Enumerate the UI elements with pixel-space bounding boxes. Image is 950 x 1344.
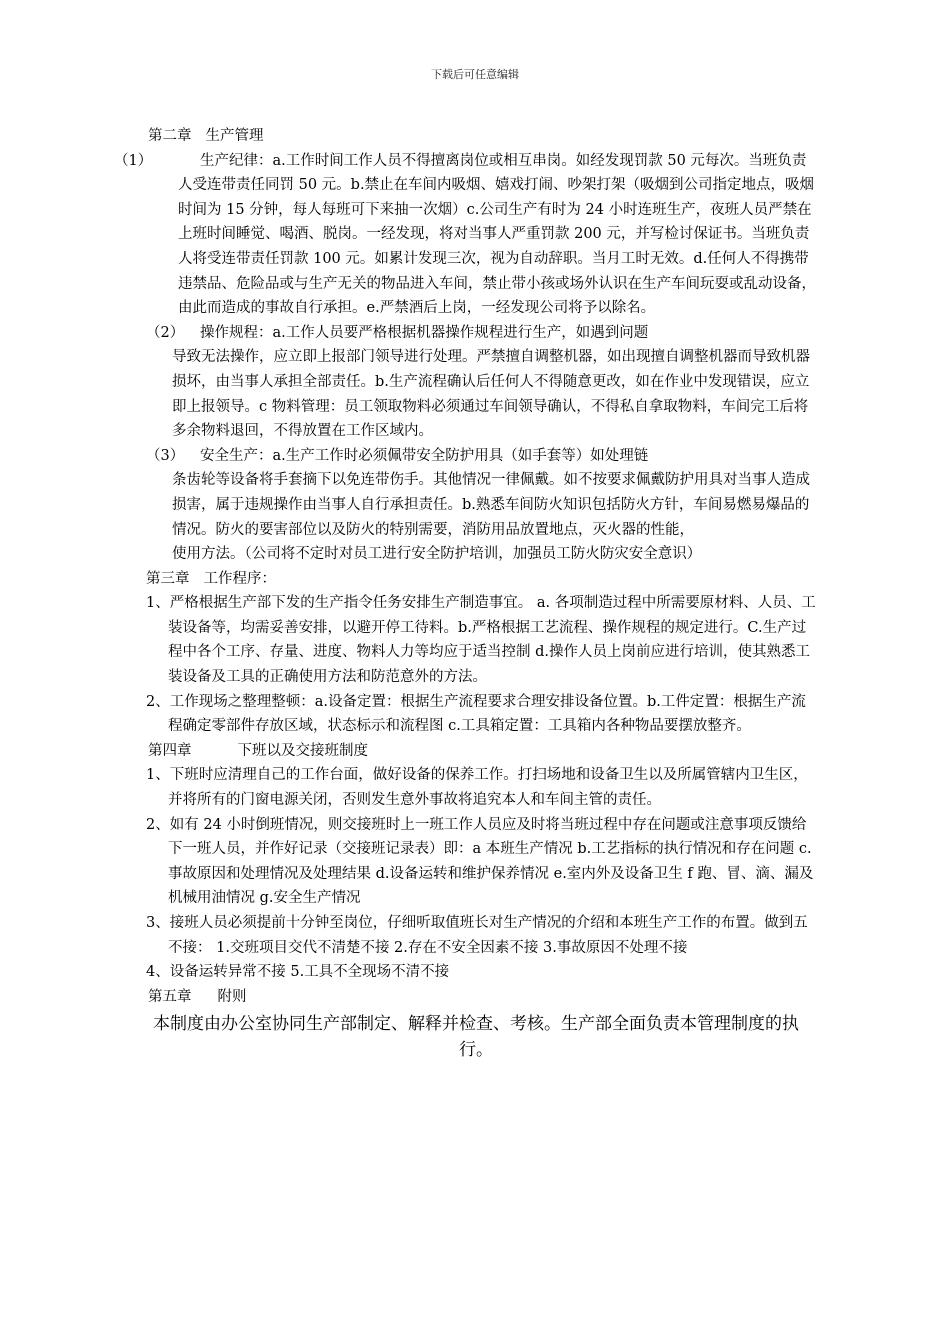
chapter-3-item-2 bbox=[146, 690, 818, 739]
item-text-first: 操作规程：a.工作人员要严格根据机器操作规程进行生产，如遇到问题 bbox=[200, 324, 649, 341]
chapter-title: 附则 bbox=[217, 988, 247, 1005]
item-text: 如有 24 小时倒班情况，则交接班时上一班工作人员应及时将当班过程中存在问题或注意事项反馈给下一班人员，并作好记录（交接班记录表）即：a 本班生产情况 b.工艺指标的执行情况和存在问题 c.事故原因和处理情况及处理结果 d.设备运转和维护保养情况 e.室内外及设备卫生 f 跑、冒、滴、漏及机械用油情况 g.安全生产情况 bbox=[168, 816, 814, 907]
chapter-label: 第五章 bbox=[148, 988, 192, 1005]
item-text: 设备运转异常不接 5.工具不全现场不清不接 bbox=[169, 964, 450, 981]
chapter-2-heading bbox=[148, 124, 818, 149]
chapter-title: 工作程序： bbox=[203, 570, 276, 587]
chapter-title: 下班以及交接班制度 bbox=[237, 742, 368, 759]
chapter-title: 生产管理 bbox=[205, 128, 264, 144]
chapter-2-item-1 bbox=[114, 149, 818, 321]
chapter-label: 第三章 bbox=[146, 570, 190, 587]
item-mark: 3、 bbox=[146, 915, 170, 931]
page-header: 下载后可任意编辑 bbox=[431, 68, 519, 81]
item-mark: 1、 bbox=[146, 767, 170, 784]
item-mark: 4、 bbox=[146, 964, 170, 981]
item-text-rest: 导致无法操作，应立即上报部门领导进行处理。严禁擅自调整机器，如出现擅自调整机器而导致机器损坏，由当事人承担全部责任。b.生产流程确认后任何人不得随意更改，如在作业中发现错误，应立即上报领导。c 物料管理：员工领取物料必须通过车间领导确认，不得私自拿取物料，车间完工后将多余物料退回，不得放置在工作区域内。 bbox=[172, 349, 810, 440]
chapter-4-heading bbox=[148, 739, 818, 764]
chapter-4-item-3 bbox=[146, 911, 818, 960]
item-text: 生产纪律：a.工作时间工作人员不得擅离岗位或相互串岗。如经发现罚款 50 元每次。当班负责人受连带责任同罚 50 元。b.禁止在车间内吸烟、嬉戏打闹、吵架打架（吸烟到公司指定地点，吸烟时间为 15 分钟，每人每班可下来抽一次烟）c.公司生产有时为 24 小时连班生产，夜班人员严禁在上班时间睡觉、喝酒、脱岗。一经发现，将对当事人严重罚款 200 元，并写检讨保证书。当班负责人将受连带责任罚款 100 元。如累计发现三次，视为自动辞职。当月工时无效。d.任何人不得携带违禁品、危险品或与生产无关的物品进入车间，禁止带小孩或场外认识在生产车间玩耍或乱动设备，由此而造成的事故自行承担。e.严禁酒后上岗，一经发现公司将予以除名。 bbox=[178, 152, 816, 317]
item-mark: 1、 bbox=[146, 595, 170, 612]
item-text-last: 使用方法。（公司将不定时对员工进行安全防护培训，加强员工防火防灾安全意识） bbox=[172, 546, 702, 563]
item-text-rest: 条齿轮等设备将手套摘下以免连带伤手。其他情况一律佩戴。如不按要求佩戴防护用具对当事人造成损害，属于违规操作由当事人自行承担责任。b.熟悉车间防火知识包括防火方针，车间易燃易爆品的情况。防火的要害部位以及防火的特别需要，消防用品放置地点，灭火器的性能， bbox=[172, 472, 810, 538]
chapter-3-heading bbox=[146, 567, 818, 592]
item-mark: 2、 bbox=[146, 693, 170, 710]
item-text: 工作现场之整理整顿：a.设备定置：根据生产流程要求合理安排设备位置。b.工件定置：根据生产流程确定零部件存放区域，状态标示和流程图 c.工具箱定置：工具箱内各种物品要摆放整齐。 bbox=[168, 693, 806, 735]
chapter-label: 第二章 bbox=[148, 128, 192, 144]
chapter-2-item-2 bbox=[146, 321, 818, 444]
item-text: 接班人员必须提前十分钟至岗位，仔细听取值班长对生产情况的介绍和本班生产工作的布置。做到五不接： 1.交班项目交代不清楚不接 2.存在不安全因素不接 3.事故原因不处理不接 bbox=[168, 915, 808, 956]
document-body bbox=[114, 124, 818, 1063]
chapter-4-item-2 bbox=[146, 813, 818, 911]
item-mark: （3） bbox=[146, 447, 185, 464]
chapter-2-item-3 bbox=[146, 444, 818, 567]
closing-statement: 本制度由办公室协同生产部制定、解释并检查、考核。生产部全面负责本管理制度的执行。 bbox=[153, 1014, 799, 1061]
item-mark: （2） bbox=[146, 324, 185, 341]
item-mark: （1） bbox=[114, 152, 153, 169]
chapter-4-item-4 bbox=[146, 960, 818, 985]
item-mark: 2、 bbox=[146, 816, 170, 833]
chapter-label: 第四章 bbox=[148, 742, 192, 759]
item-text: 严格根据生产部下发的生产指令任务安排生产制造事宜。 a. 各项制造过程中所需要原材料、人员、工装设备等，均需妥善安排，以避开停工待料。b.严格根据工艺流程、操作规程的规定进行。C.生产过程中各个工序、存量、进度、物料人力等均应于适当控制 d.操作人员上岗前应进行培训，使其熟悉工装设备及工具的正确使用方法和防范意外的方法。 bbox=[168, 595, 816, 686]
chapter-4-item-1 bbox=[146, 763, 818, 812]
chapter-3-item-1 bbox=[146, 591, 818, 689]
item-text: 下班时应清理自己的工作台面，做好设备的保养工作。打扫场地和设备卫生以及所属管辖内卫生区，并将所有的门窗电源关闭，否则发生意外事故将追究本人和车间主管的责任。 bbox=[168, 767, 808, 809]
chapter-5-heading bbox=[148, 985, 818, 1010]
item-text-first: 安全生产：a.生产工作时必须佩带安全防护用具（如手套等）如处理链 bbox=[200, 447, 649, 464]
